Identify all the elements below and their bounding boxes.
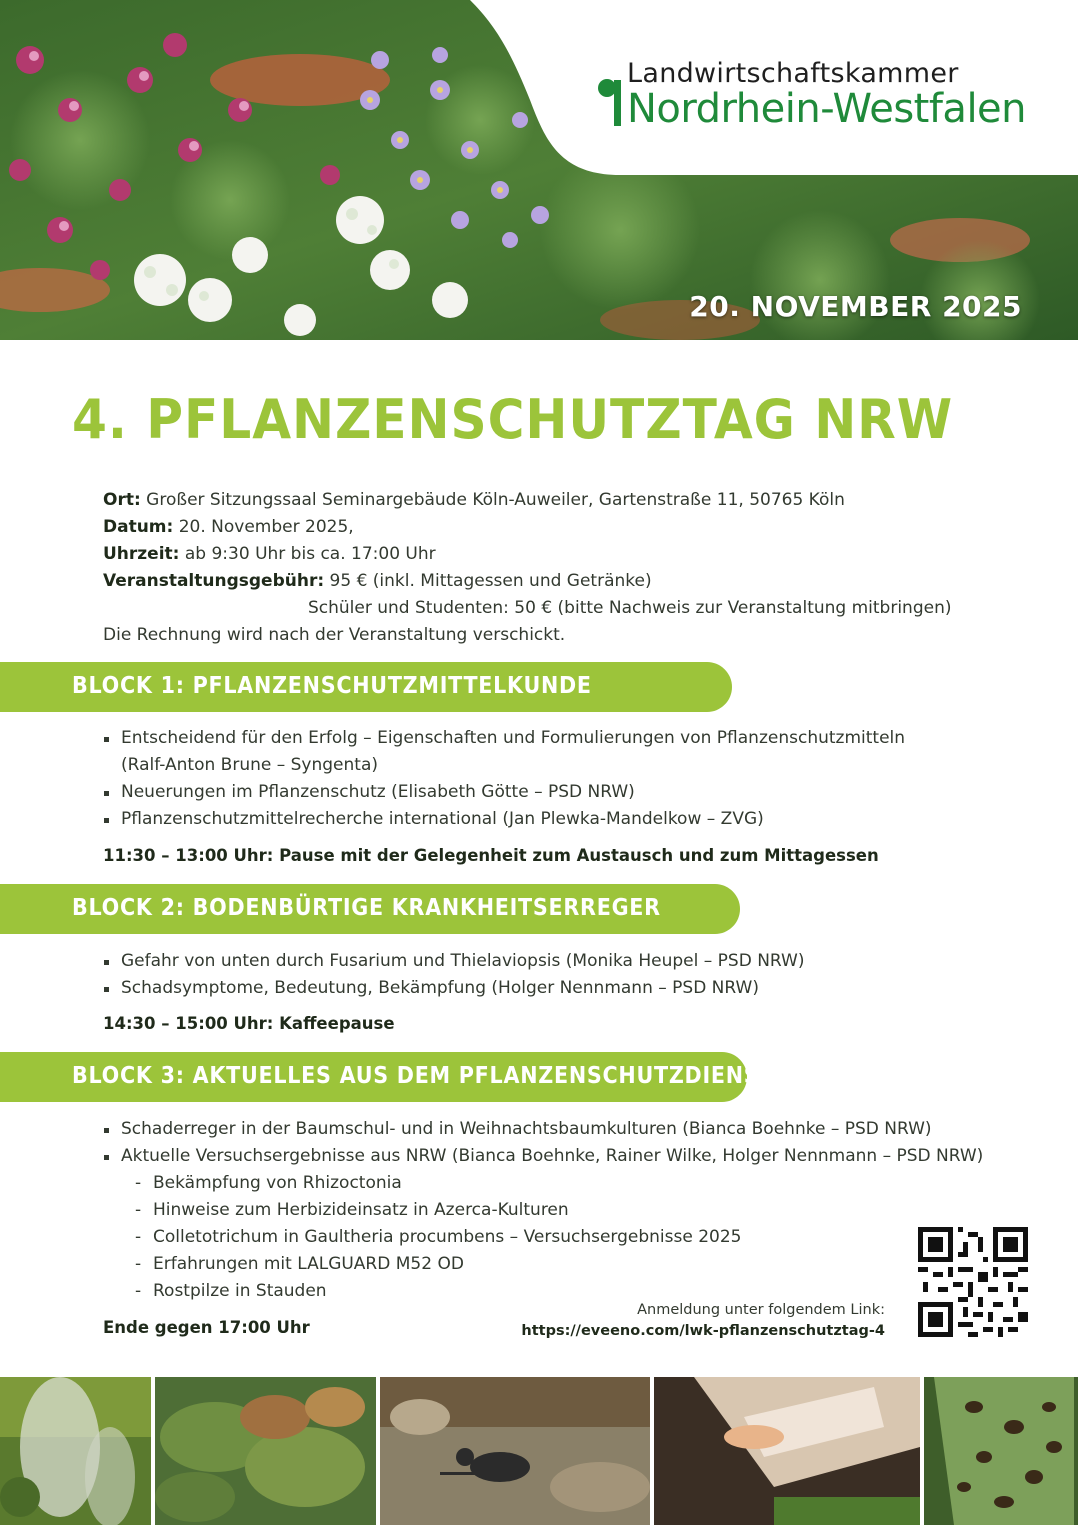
leaf-disease-photo bbox=[155, 1377, 376, 1525]
gebuehr-value: 95 € (inkl. Mittagessen und Getränke) bbox=[324, 571, 652, 591]
event-date-banner: 20. NOVEMBER 2025 bbox=[689, 290, 1022, 323]
sub-list-item-text: Erfahrungen mit LALGUARD M52 OD bbox=[153, 1254, 464, 1274]
list-item-continuation bbox=[103, 752, 1003, 779]
list-item: Schadsymptome, Bedeutung, Bekämpfung (Holger Nennmann – PSD NRW) bbox=[103, 975, 1003, 1002]
sub-list-item bbox=[135, 1170, 1035, 1197]
logo-leaf-icon bbox=[594, 72, 624, 128]
block-2-heading: BLOCK 2: BODENBÜRTIGE KRANKHEITSERREGER bbox=[72, 895, 661, 921]
list-item: Pflanzenschutzmittelrecherche international (Jan Plewka-Mandelkow – ZVG) bbox=[103, 806, 1003, 833]
sub-list-item-text: Bekämpfung von Rhizoctonia bbox=[153, 1173, 402, 1193]
page-title: 4. PFLANZENSCHUTZTAG NRW bbox=[72, 388, 954, 451]
uhrzeit-label: Uhrzeit: bbox=[103, 544, 180, 564]
root-rot-photo bbox=[654, 1377, 920, 1525]
datum-label: Datum: bbox=[103, 517, 174, 537]
info-datum bbox=[103, 514, 1003, 541]
list-item bbox=[103, 1143, 1003, 1170]
registration-info bbox=[521, 1300, 885, 1342]
list-item-text: Aktuelle Versuchsergebnisse aus NRW (Bianca Boehnke, Rainer Wilke, Holger Nennmann – PSD NRW) bbox=[121, 1146, 984, 1166]
sub-list-item bbox=[135, 1197, 1035, 1224]
end-time-note: Ende gegen 17:00 Uhr bbox=[103, 1318, 310, 1337]
flower-bed-photo bbox=[0, 0, 1078, 340]
list-item: Gefahr von unten durch Fusarium und Thielaviopsis (Monika Heupel – PSD NRW) bbox=[103, 948, 1003, 975]
info-ort bbox=[103, 487, 1003, 514]
block-3-list bbox=[103, 1116, 1003, 1170]
sub-list-item bbox=[135, 1224, 1035, 1251]
sub-list-item bbox=[135, 1251, 1035, 1278]
photo-strip bbox=[0, 1377, 1078, 1525]
coffee-break-note: 14:30 – 15:00 Uhr: Kaffeepause bbox=[103, 1014, 395, 1033]
list-item: Schaderreger in der Baumschul- und in Weihnachtsbaumkulturen (Bianca Boehnke – PSD NRW) bbox=[103, 1116, 1003, 1143]
block-1-header bbox=[0, 662, 732, 712]
list-item: Neuerungen im Pflanzenschutz (Elisabeth Götte – PSD NRW) bbox=[103, 779, 1003, 806]
ort-label: Ort: bbox=[103, 490, 141, 510]
info-gebuehr bbox=[103, 568, 1003, 595]
logo-line-1: Landwirtschaftskammer bbox=[627, 58, 959, 89]
plant-mold-photo bbox=[0, 1377, 151, 1525]
block-3-header bbox=[0, 1052, 775, 1102]
qr-code-icon[interactable] bbox=[918, 1227, 1028, 1337]
info-gebuehr-students: Schüler und Studenten: 50 € (bitte Nachweis zur Veranstaltung mitbringen) bbox=[308, 598, 952, 618]
list-item: Entscheidend für den Erfolg – Eigenschaften und Formulierungen von Pflanzenschutzmitteln bbox=[103, 725, 1003, 752]
event-info bbox=[103, 487, 1003, 649]
hero-banner bbox=[0, 0, 1078, 340]
weevil-beetle-photo bbox=[380, 1377, 650, 1525]
block-2-list bbox=[103, 948, 1003, 1002]
gebuehr-label: Veranstaltungsgebühr: bbox=[103, 571, 325, 591]
info-rechnung: Die Rechnung wird nach der Veranstaltung verschickt. bbox=[103, 625, 566, 645]
lunch-break-note: 11:30 – 13:00 Uhr: Pause mit der Gelegenheit zum Austausch und zum Mittagessen bbox=[103, 846, 879, 865]
block-1-heading: BLOCK 1: PFLANZENSCHUTZMITTELKUNDE bbox=[72, 673, 592, 699]
ort-value: Großer Sitzungssaal Seminargebäude Köln-Auweiler, Gartenstraße 11, 50765 Köln bbox=[140, 490, 845, 510]
spotted-leaf-photo bbox=[924, 1377, 1078, 1525]
sub-list-item-text: Hinweise zum Herbizideinsatz in Azerca-Kulturen bbox=[153, 1200, 569, 1220]
info-uhrzeit bbox=[103, 541, 1003, 568]
logo-line-2: Nordrhein-Westfalen bbox=[627, 86, 1027, 132]
block-1-list bbox=[103, 725, 1003, 833]
block-3-heading: BLOCK 3: AKTUELLES AUS DEM PFLANZENSCHUTZDIENST bbox=[72, 1063, 775, 1089]
organization-logo bbox=[594, 58, 1034, 138]
uhrzeit-value: ab 9:30 Uhr bis ca. 17:00 Uhr bbox=[179, 544, 436, 564]
sub-list-item-text: Rostpilze in Stauden bbox=[153, 1281, 327, 1301]
sub-list-item-text: Colletotrichum in Gaultheria procumbens – Versuchsergebnisse 2025 bbox=[153, 1227, 742, 1247]
registration-link[interactable]: https://eveeno.com/lwk-pflanzenschutztag-4 bbox=[521, 1323, 885, 1339]
block-2-header bbox=[0, 884, 740, 934]
registration-label: Anmeldung unter folgendem Link: bbox=[637, 1302, 885, 1318]
datum-value: 20. November 2025, bbox=[173, 517, 354, 537]
block-3-sublist bbox=[135, 1170, 1035, 1305]
list-item-continuation-text: (Ralf-Anton Brune – Syngenta) bbox=[121, 755, 379, 775]
